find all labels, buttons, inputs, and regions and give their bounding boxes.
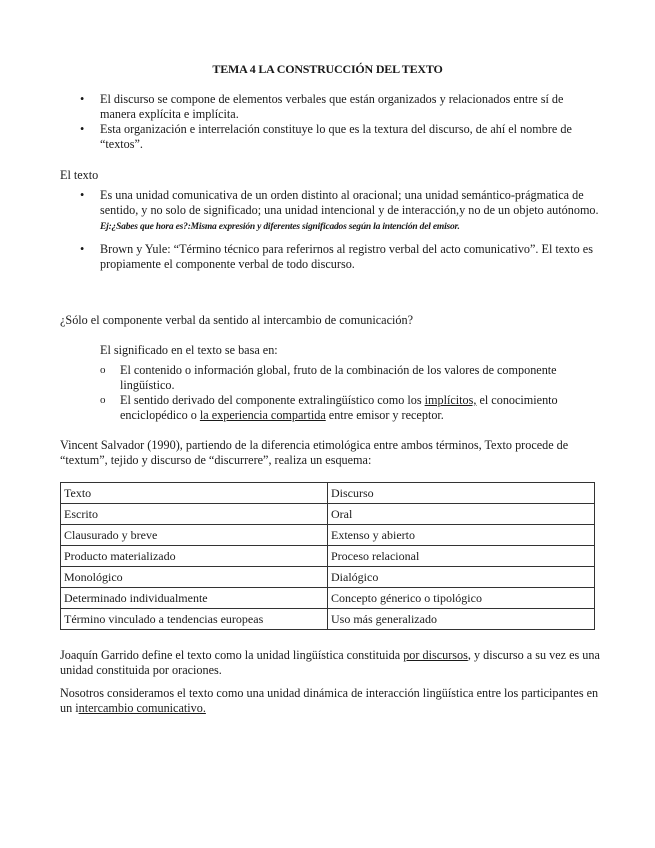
- significado-sub-list: [100, 363, 570, 423]
- table-cell-discurso: Dialógico: [328, 567, 595, 588]
- paragraph-text: Nosotros consideramos el texto como una unidad dinámica de interacción lingüística entre los participantes en un i: [60, 686, 599, 715]
- table-row: [61, 588, 595, 609]
- underlined-term: ntercambio comunicativo.: [78, 701, 206, 715]
- table-row: [61, 483, 595, 504]
- list-item: [80, 122, 600, 152]
- table-cell-texto: Clausurado y breve: [61, 525, 328, 546]
- page-title: TEMA 4 LA CONSTRUCCIÓN DEL TEXTO: [212, 62, 443, 76]
- paragraph-text: , y discurso a su vez es una unidad constituida por oraciones.: [60, 648, 600, 677]
- bullet-icon: •: [80, 242, 85, 256]
- final-paragraph: [60, 686, 600, 716]
- table-row: [61, 546, 595, 567]
- example-note: Ej:¿Sabes que hora es?:Misma expresión y diferentes significados según la intención del emisor.: [100, 222, 460, 232]
- list-item: [80, 92, 600, 122]
- underlined-term: la experiencia compartida: [199, 408, 326, 422]
- table-cell-texto: Escrito: [61, 504, 328, 525]
- texto-bullet-text: Brown y Yule: “Término técnico para referirnos al registro verbal del acto comunicativo”. El texto es propiamente el componente verbal de todo discurso.: [100, 242, 593, 271]
- table-row: [61, 609, 595, 630]
- sub-item-text: el conocimiento enciclopédico o: [120, 393, 558, 422]
- significado-intro: El significado en el texto se basa en:: [100, 343, 278, 357]
- list-item: [100, 363, 570, 393]
- bullet-icon: •: [80, 188, 85, 202]
- table-cell-texto: Texto: [61, 483, 328, 504]
- list-item: [100, 393, 570, 423]
- section-heading: El texto: [60, 168, 99, 182]
- sub-item-text: El contenido o información global, fruto de la combinación de los valores de componente lingüístico.: [120, 363, 557, 392]
- intro-bullet-list: [80, 92, 600, 152]
- table-row: [61, 567, 595, 588]
- table-cell-discurso: Uso más generalizado: [328, 609, 595, 630]
- vincent-paragraph: Vincent Salvador (1990), partiendo de la diferencia etimológica entre ambos términos, Texto procede de “textum”, tejido y discurso de “discurrere”, realiza un esquema:: [60, 438, 569, 467]
- list-item: [80, 188, 600, 235]
- intro-bullet-text: El discurso se compone de elementos verbales que están organizados y relacionados entre sí de manera explícita e implícita.: [100, 92, 564, 121]
- texto-discurso-table: [60, 482, 595, 630]
- table-cell-discurso: Proceso relacional: [328, 546, 595, 567]
- sub-item-text: entre emisor y receptor.: [325, 408, 444, 422]
- sub-item-text: El sentido derivado del componente extralingüístico como los: [120, 393, 425, 407]
- table-cell-discurso: Extenso y abierto: [328, 525, 595, 546]
- underlined-term: implícitos,: [424, 393, 477, 407]
- intro-bullet-text: Esta organización e interrelación constituye lo que es la textura del discurso, de ahí el nombre de “textos”.: [100, 122, 572, 151]
- table-row: [61, 525, 595, 546]
- list-item: [80, 242, 600, 272]
- texto-bullet-list: [80, 188, 600, 272]
- texto-bullet-text: Es una unidad comunicativa de un orden distinto al oracional; una unidad semántico-prágmatica de sentido, y no solo de significado; una unidad intencional y de interacción,y no de un objeto autónomo.: [100, 188, 599, 217]
- paragraph-text: Joaquín Garrido define el texto como la unidad lingüística constituida: [60, 648, 404, 662]
- table-cell-discurso: Concepto génerico o tipológico: [328, 588, 595, 609]
- circle-bullet-icon: o: [100, 394, 106, 406]
- table-cell-texto: Término vinculado a tendencias europeas: [61, 609, 328, 630]
- table-cell-discurso: Oral: [328, 504, 595, 525]
- table-cell-discurso: Discurso: [328, 483, 595, 504]
- table-cell-texto: Producto materializado: [61, 546, 328, 567]
- table-cell-texto: Monológico: [61, 567, 328, 588]
- table-cell-texto: Determinado individualmente: [61, 588, 328, 609]
- bullet-icon: •: [80, 92, 85, 106]
- garrido-paragraph: [60, 648, 600, 678]
- table-row: [61, 504, 595, 525]
- bullet-icon: •: [80, 122, 85, 136]
- circle-bullet-icon: o: [100, 364, 106, 376]
- question-text: ¿Sólo el componente verbal da sentido al intercambio de comunicación?: [60, 313, 413, 327]
- underlined-term: por discursos: [403, 648, 468, 662]
